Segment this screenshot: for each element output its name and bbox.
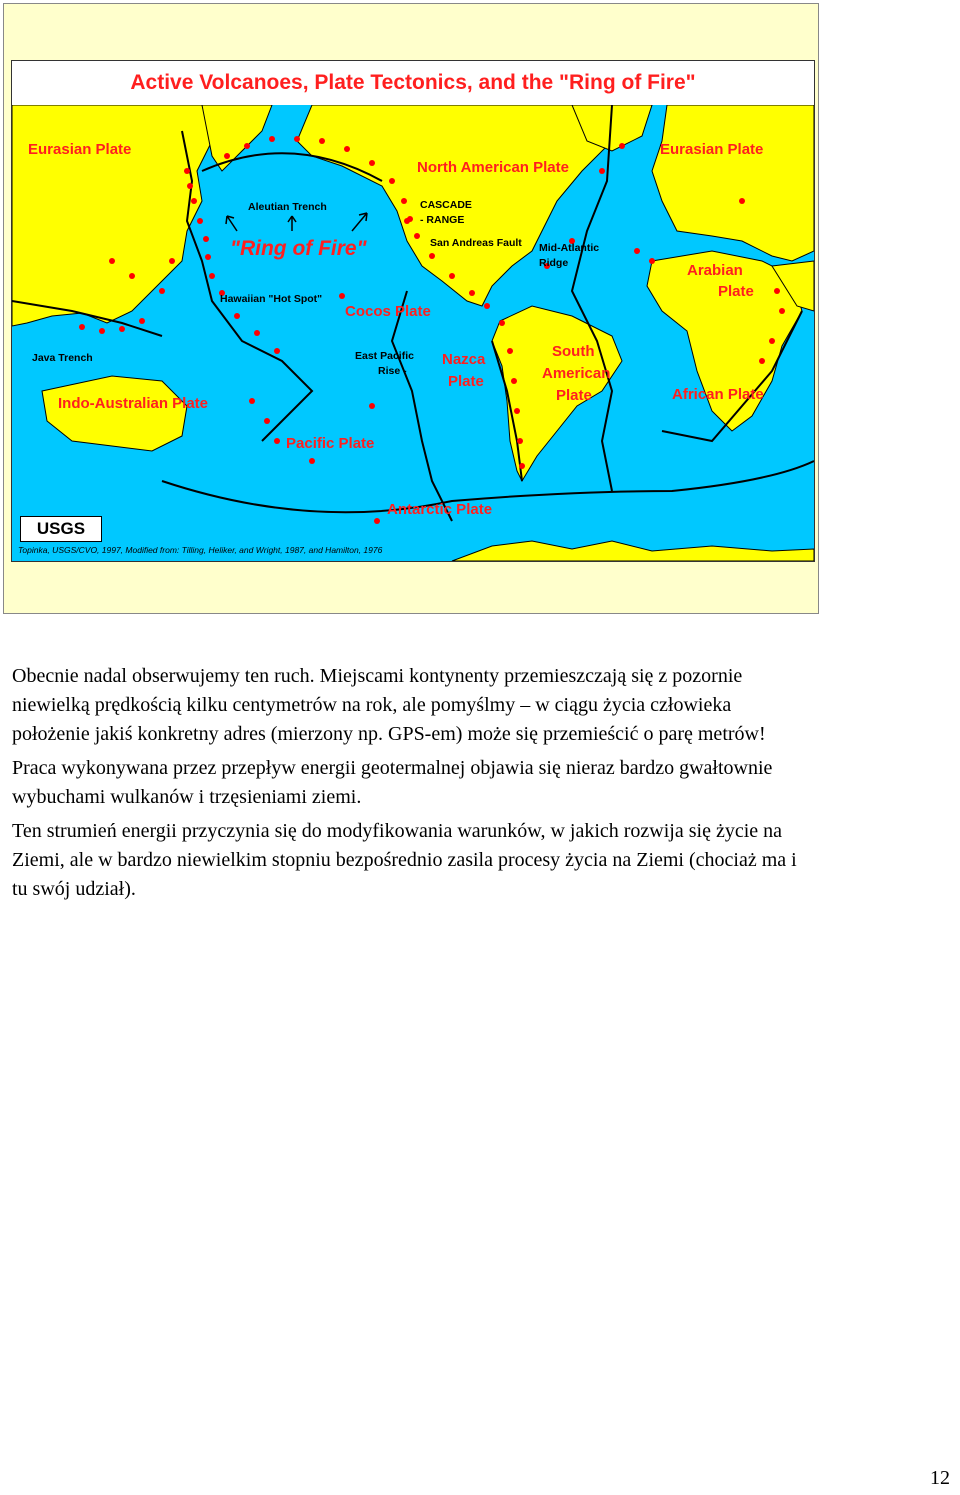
siberia-landmass — [202, 105, 272, 171]
label-cascade-range-line1: CASCADE — [420, 199, 472, 211]
map-credit: Topinka, USGS/CVO, 1997, Modified from: Tilling, Heliker, and Wright, 1987, and Hamilton, 1976 — [18, 545, 383, 555]
label-aleutian-trench: Aleutian Trench — [248, 201, 327, 213]
label-nazca-plate-line1: Nazca — [442, 351, 486, 368]
body-text — [12, 662, 802, 909]
label-eurasian-plate-left: Eurasian Plate — [28, 141, 132, 158]
paragraph-1: Obecnie nadal obserwujemy ten ruch. Miejscami kontynenty przemieszczają się z pozornie niewielką prędkością kilku centymetrów na rok, ale pomyślmy – w ciągu życia człowieka położenie jakiś konkretny adres (mierzony np. GPS-em) może się przemieścić o parę metrów! — [12, 665, 766, 745]
label-east-pacific-rise-line2: Rise - — [378, 365, 407, 377]
plate-tectonics-map — [11, 60, 815, 562]
label-south-american-plate-line2: American — [542, 365, 611, 382]
ring-arrow-right — [352, 213, 367, 231]
slide-frame — [3, 3, 819, 614]
label-ring-of-fire: "Ring of Fire" — [230, 237, 367, 260]
asia-landmass — [12, 105, 212, 326]
label-north-american-plate: North American Plate — [417, 159, 569, 176]
label-arabian-plate-line2: Plate — [718, 283, 754, 300]
label-san-andreas-fault: San Andreas Fault — [430, 237, 522, 249]
label-cocos-plate: Cocos Plate — [345, 303, 431, 320]
page-number: 12 — [930, 1467, 950, 1489]
label-indo-australian-plate: Indo-Australian Plate — [58, 395, 209, 412]
label-hawaiian-hot-spot: Hawaiian "Hot Spot" — [220, 293, 323, 305]
europe-landmass — [652, 105, 814, 261]
label-eurasian-plate-right: Eurasian Plate — [660, 141, 764, 158]
label-cascade-range-line2: - RANGE — [420, 214, 465, 226]
label-african-plate: African Plate — [672, 386, 764, 403]
label-java-trench: Java Trench — [32, 352, 93, 364]
ring-arrow-left — [226, 216, 237, 231]
label-pacific-plate: Pacific Plate — [286, 435, 375, 452]
paragraph-3: Ten strumień energii przyczynia się do modyfikowania warunków, w jakich rozwija się życie na Ziemi, ale w bardzo niewielkim stopniu bezpośrednio zasila procesy życia na Ziemi (chociaż ma i tu swój udział). — [12, 820, 797, 900]
label-mid-atlantic-ridge-line1: Mid-Atlantic — [539, 242, 600, 254]
label-mid-atlantic-ridge-line2: Ridge — [539, 257, 569, 269]
usgs-logo: USGS — [20, 516, 102, 542]
label-east-pacific-rise-line1: East Pacific — [355, 350, 414, 362]
label-antarctic-plate: Antarctic Plate — [387, 501, 493, 518]
australia-landmass — [42, 376, 187, 451]
map-title: Active Volcanoes, Plate Tectonics, and the "Ring of Fire" — [12, 61, 814, 105]
label-south-american-plate-line1: South — [552, 343, 595, 360]
label-south-american-plate-line3: Plate — [556, 387, 592, 404]
antarctica-landmass — [452, 541, 814, 561]
ring-arrow-mid — [288, 216, 296, 231]
label-arabian-plate-line1: Arabian — [687, 262, 743, 279]
label-nazca-plate-line2: Plate — [448, 373, 484, 390]
boundary-east-pacific-rise — [392, 291, 452, 521]
paragraph-2: Praca wykonywana przez przepływ energii geotermalnej objawia się nieraz bardzo gwałtownie wybuchami wulkanów i trzęsieniami ziemi. — [12, 757, 773, 808]
